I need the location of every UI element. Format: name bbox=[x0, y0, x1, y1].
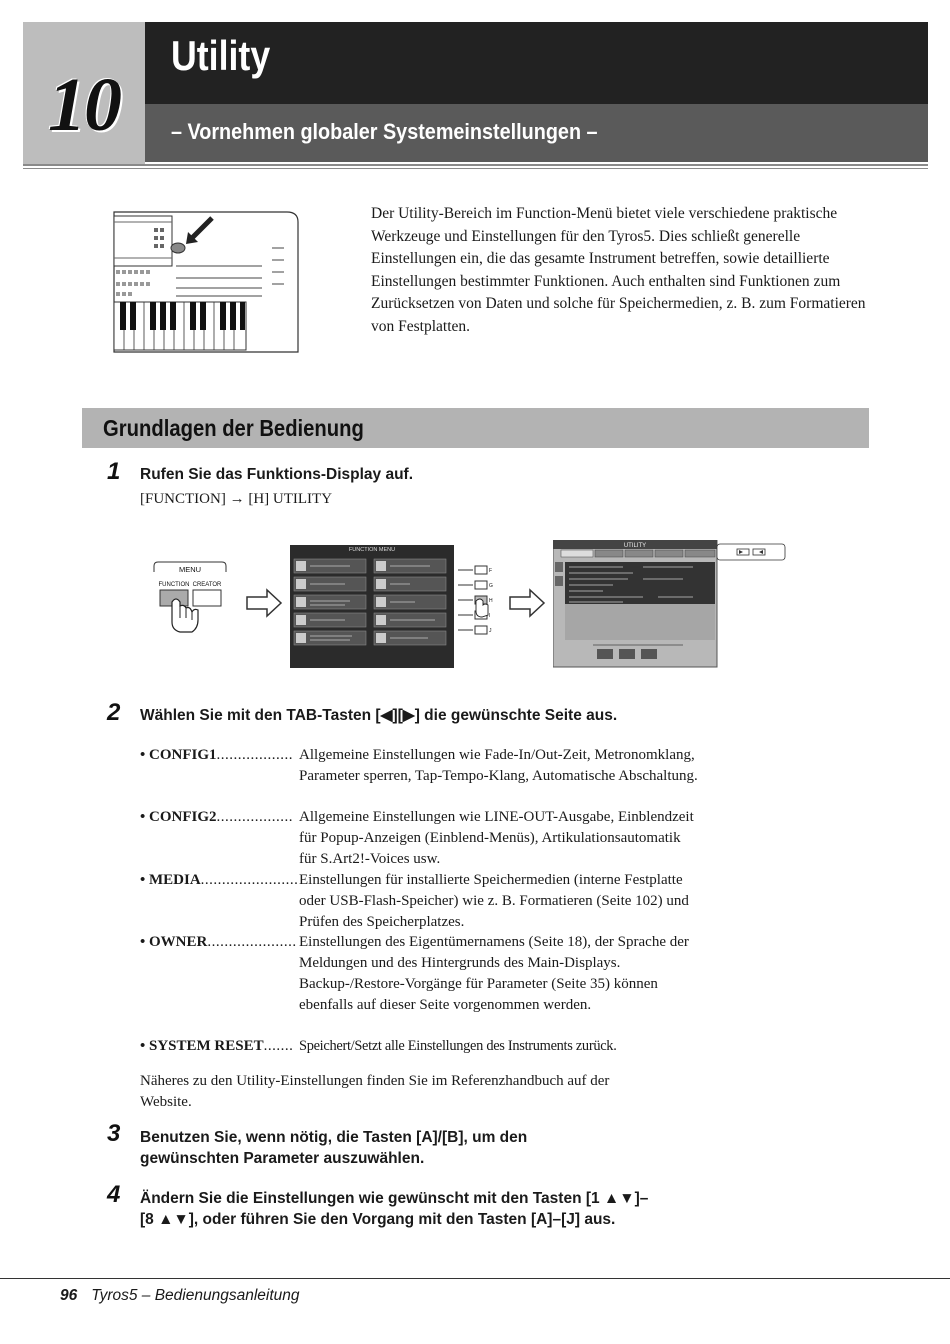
function-menu-title: FUNCTION MENU bbox=[348, 547, 396, 553]
config-key: • CONFIG2 bbox=[140, 809, 217, 825]
menu-button-illustration bbox=[150, 558, 230, 658]
config-key: • SYSTEM RESET bbox=[140, 1038, 264, 1054]
config-desc: Allgemeine Einstellungen wie Fade-In/Out-Zeit, Metronomklang, Parameter sperren, Tap-Tempo-Klang, Automatische Abschaltung. bbox=[299, 747, 698, 784]
side-letter-j: J bbox=[489, 628, 492, 634]
creator-label: CREATOR bbox=[192, 582, 222, 588]
footer-rule bbox=[0, 1278, 950, 1279]
config-dots: .................. bbox=[216, 747, 294, 763]
side-letter-g: G bbox=[489, 583, 493, 589]
config-key: • CONFIG1 bbox=[140, 747, 217, 763]
list-item bbox=[140, 807, 700, 867]
config-dots: .................. bbox=[216, 809, 294, 825]
menu-label: MENU bbox=[178, 565, 202, 574]
step-4-text: Ändern Sie die Einstellungen wie gewünscht mit den Tasten [1 ▲▼]–[8 ▲▼], oder führen Sie den Vorgang mit den Tasten [A]–[J] aus. bbox=[140, 1190, 649, 1228]
side-letter-i: I bbox=[489, 613, 491, 619]
step-3-text: Benutzen Sie, wenn nötig, die Tasten [A]/[B], um den gewünschten Parameter auszuwählen. bbox=[140, 1129, 528, 1167]
function-label: FUNCTION bbox=[158, 582, 190, 588]
intro-paragraph: Der Utility-Bereich im Function-Menü bietet viele verschiedene praktische Werkzeuge und Einstellungen für den Tyros5. Dies schließt generelle Einstellungen ein, die das gesamte Instrument betreffen, sowie detaillierte Einstellungen bestimmter Funktionen. Auch enthalten sind Funktionen zum Zurücksetzen von Daten und solche für Speichermedien, z. B. zum Formatieren von Festplatten. bbox=[371, 205, 866, 335]
footer-text: Tyros5 – Bedienungsanleitung bbox=[91, 1287, 300, 1304]
note-paragraph: Näheres zu den Utility-Einstellungen finden Sie im Referenzhandbuch auf der Website. bbox=[140, 1073, 610, 1110]
step-1-number: 1 bbox=[107, 458, 121, 485]
step-2-number: 2 bbox=[107, 699, 121, 726]
arrow-right-icon bbox=[508, 588, 546, 618]
side-letter-h: H bbox=[489, 598, 493, 604]
list-item bbox=[140, 745, 700, 784]
list-item bbox=[140, 932, 700, 1013]
config-desc: Allgemeine Einstellungen wie LINE-OUT-Ausgabe, Einblendzeit für Popup-Anzeigen (Einblend-Menüs), Artikulationsautomatik für S.Art2!-Voices usw. bbox=[299, 809, 694, 867]
step-3-number: 3 bbox=[107, 1120, 121, 1147]
section-title: Grundlagen der Bedienung bbox=[103, 415, 364, 441]
page-subtitle: – Vornehmen globaler Systemeinstellungen – bbox=[171, 119, 598, 144]
config-dots: ....... bbox=[263, 1038, 294, 1054]
config-key: • MEDIA bbox=[140, 872, 201, 888]
function-menu-screen bbox=[290, 545, 495, 669]
list-item bbox=[140, 1036, 700, 1057]
chapter-number-box bbox=[23, 22, 145, 165]
config-desc: Speichert/Setzt alle Einstellungen des Instruments zurück. bbox=[299, 1038, 617, 1054]
step-4-number: 4 bbox=[107, 1181, 121, 1208]
config-key: • OWNER bbox=[140, 934, 208, 950]
title-bar bbox=[145, 22, 928, 104]
keyboard-illustration bbox=[112, 208, 302, 356]
config-desc: Einstellungen des Eigentümernamens (Seite 18), der Sprache der Meldungen und des Hintergrunds des Main-Displays. Backup-/Restore-Vorgänge für Parameter (Seite 35) können ebenfalls auf dieser Seite vorgenommen werden. bbox=[299, 934, 689, 1013]
chapter-number: 10 bbox=[48, 63, 120, 147]
list-item bbox=[140, 870, 700, 930]
header-rule-thin bbox=[23, 168, 928, 169]
side-letter-f: F bbox=[489, 568, 493, 574]
config-desc: Einstellungen für installierte Speichermedien (interne Festplatte oder USB-Flash-Speicher) wie z. B. Formatieren (Seite 102) und Prüfen des Speicherplatzes. bbox=[299, 872, 689, 930]
step-1-path: [FUNCTION] → [H] UTILITY bbox=[140, 491, 333, 507]
page-title: Utility bbox=[171, 32, 271, 79]
arrow-right-icon bbox=[245, 588, 283, 618]
subtitle-bar bbox=[145, 104, 928, 162]
section-bar bbox=[82, 408, 869, 448]
page-footer bbox=[60, 1287, 300, 1305]
step-1-text: Rufen Sie das Funktions-Display auf. bbox=[140, 466, 414, 483]
page-number: 96 bbox=[60, 1287, 78, 1304]
utility-title: UTILITY bbox=[623, 543, 647, 549]
utility-screen bbox=[553, 540, 789, 670]
header-rule bbox=[23, 164, 928, 166]
config-dots: ....................... bbox=[200, 872, 299, 888]
step-2-text: Wählen Sie mit den TAB-Tasten [◀][▶] die gewünschte Seite aus. bbox=[140, 707, 618, 724]
config-dots: ..................... bbox=[207, 934, 297, 950]
